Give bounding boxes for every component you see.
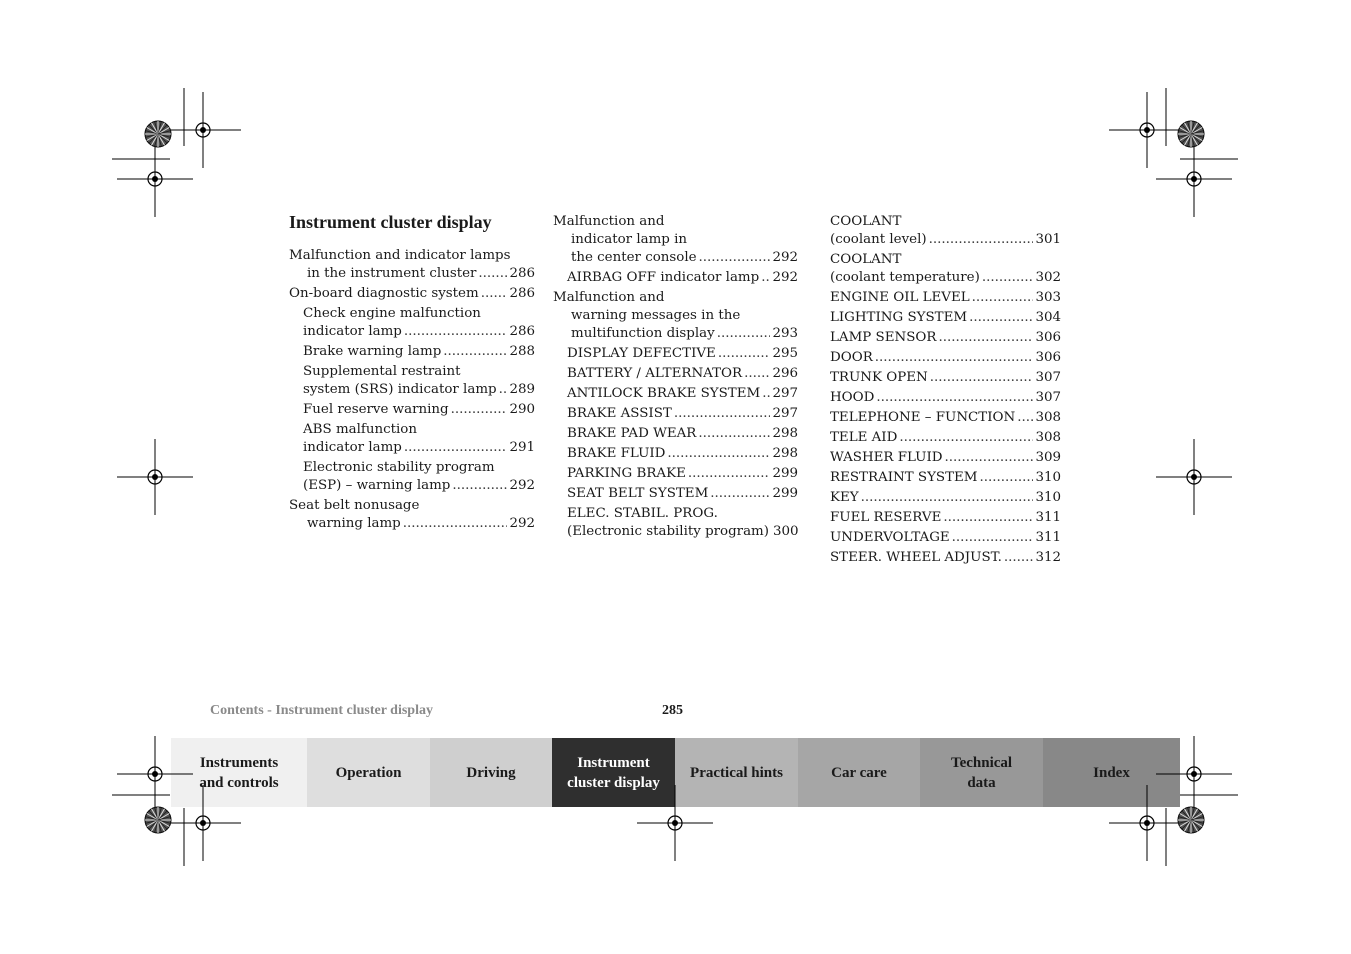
index-entry-leader[interactable] xyxy=(289,343,535,361)
index-entry-label: system (SRS) indicator lamp xyxy=(303,382,497,397)
dot-leader xyxy=(980,469,1034,487)
index-entry-label: BRAKE PAD WEAR xyxy=(567,426,697,441)
index-entry xyxy=(830,329,1061,347)
index-entry xyxy=(830,529,1061,547)
index-entry-leader[interactable] xyxy=(553,445,798,463)
dot-leader xyxy=(481,285,508,303)
index-entry-leader[interactable] xyxy=(553,325,798,343)
index-entry-leader[interactable] xyxy=(830,349,1061,367)
registration-target-icon xyxy=(1156,141,1232,217)
tab-label: Practical hints xyxy=(690,764,783,781)
tab-car-care[interactable] xyxy=(798,738,920,807)
tab-label: Operation xyxy=(335,764,402,781)
index-entry-label: WASHER FLUID xyxy=(830,450,943,465)
index-entry xyxy=(289,285,535,303)
dot-leader xyxy=(952,529,1034,547)
index-page-number: 291 xyxy=(509,440,535,455)
index-entry-text: indicator lamp in xyxy=(571,232,688,247)
dot-leader xyxy=(698,425,770,443)
index-entry-label: STEER. WHEEL ADJUST. xyxy=(830,550,1002,565)
index-entry-label: the center console xyxy=(571,250,697,265)
index-entry-leader[interactable] xyxy=(289,515,535,533)
index-entry xyxy=(830,309,1061,327)
index-entry-leader[interactable] xyxy=(830,429,1061,447)
tab-label: Instrument cluster display xyxy=(567,754,660,791)
dot-leader xyxy=(1017,409,1033,427)
index-column-1 xyxy=(289,247,535,535)
starburst-mark-icon xyxy=(145,807,171,833)
index-page-number: 301 xyxy=(1035,232,1061,247)
index-entry-label: HOOD xyxy=(830,390,875,405)
index-entry-label: (coolant level) xyxy=(830,232,927,247)
dot-leader xyxy=(972,289,1034,307)
dot-leader xyxy=(938,329,1033,347)
index-entry-label: ENGINE OIL LEVEL xyxy=(830,290,970,305)
dot-leader xyxy=(929,231,1034,249)
tab-index[interactable] xyxy=(1043,738,1180,807)
tab-driving[interactable] xyxy=(430,738,552,807)
index-page-number: 288 xyxy=(509,344,535,359)
dot-leader xyxy=(688,465,771,483)
registration-target-icon xyxy=(1109,92,1185,168)
index-entry-text: Malfunction and xyxy=(553,214,665,229)
index-page-number: 310 xyxy=(1035,470,1061,485)
dot-leader xyxy=(969,309,1033,327)
tab-instrument-cluster[interactable] xyxy=(552,738,675,807)
index-page-number: 307 xyxy=(1035,370,1061,385)
index-entry-leader[interactable] xyxy=(553,345,798,363)
index-page-number: 292 xyxy=(509,478,535,493)
registration-target-icon xyxy=(165,92,241,168)
index-entry-leader[interactable] xyxy=(289,381,535,399)
index-entry-label: in the instrument cluster xyxy=(307,266,477,281)
index-entry-label: (Electronic stability program) xyxy=(567,524,769,539)
index-entry xyxy=(553,425,798,443)
index-entry-leader[interactable] xyxy=(553,365,798,383)
index-entry-label: UNDERVOLTAGE xyxy=(830,530,950,545)
page-number: 285 xyxy=(662,703,683,718)
index-entry-text: Seat belt nonusage xyxy=(289,498,420,513)
index-entry-leader[interactable] xyxy=(289,439,535,457)
index-page-number: 307 xyxy=(1035,390,1061,405)
index-entry xyxy=(830,369,1061,387)
index-entry-label: BATTERY / ALTERNATOR xyxy=(567,366,743,381)
dot-leader xyxy=(699,249,771,267)
index-entry xyxy=(830,389,1061,407)
index-entry-leader[interactable] xyxy=(830,329,1061,347)
index-entry-label: TELE AID xyxy=(830,430,898,445)
index-entry-leader[interactable] xyxy=(830,449,1061,467)
index-entry xyxy=(553,485,798,503)
tab-technical-data[interactable] xyxy=(920,738,1043,807)
dot-leader xyxy=(478,265,507,283)
index-entry-label: LAMP SENSOR xyxy=(830,330,937,345)
starburst-mark-icon xyxy=(145,121,171,147)
index-page-number: 297 xyxy=(772,406,798,421)
index-page-number: 298 xyxy=(772,446,798,461)
dot-leader xyxy=(718,345,771,363)
index-entry-leader[interactable] xyxy=(830,409,1061,427)
index-entry-label: (ESP) – warning lamp xyxy=(303,478,451,493)
index-entry-label: ANTILOCK BRAKE SYSTEM xyxy=(567,386,761,401)
index-entry xyxy=(830,409,1061,427)
footer-section-label: Contents - Instrument cluster display xyxy=(210,703,433,718)
index-page-number: 308 xyxy=(1035,430,1061,445)
index-entry xyxy=(830,489,1061,507)
index-entry-text: warning messages in the xyxy=(571,308,741,323)
index-page-number: 312 xyxy=(1035,550,1061,565)
index-column-2 xyxy=(553,213,798,543)
dot-leader xyxy=(674,405,771,423)
index-entry-leader[interactable] xyxy=(553,269,798,287)
index-page-number: 293 xyxy=(772,326,798,341)
index-page-number: 311 xyxy=(1035,510,1061,525)
index-page-number: 299 xyxy=(772,486,798,501)
index-entry-leader[interactable] xyxy=(289,265,535,283)
index-entry-leader[interactable] xyxy=(553,405,798,423)
chapter-tab-bar xyxy=(171,738,1180,807)
index-page-number: 289 xyxy=(509,382,535,397)
index-entry-text: Malfunction and indicator lamps xyxy=(289,248,511,263)
index-page-number: 290 xyxy=(509,402,535,417)
index-entry-leader[interactable] xyxy=(830,489,1061,507)
index-entry-label: DOOR xyxy=(830,350,873,365)
dot-leader xyxy=(452,477,507,495)
index-entry xyxy=(553,445,798,463)
index-entry xyxy=(289,305,535,341)
dot-leader xyxy=(443,343,507,361)
index-entry-label: DISPLAY DEFECTIVE xyxy=(567,346,716,361)
index-entry-leader[interactable] xyxy=(830,289,1061,307)
index-entry-text: ABS malfunction xyxy=(303,422,417,437)
index-entry-leader[interactable] xyxy=(289,323,535,341)
index-entry-label: RESTRAINT SYSTEM xyxy=(830,470,978,485)
index-entry xyxy=(553,269,798,287)
index-page-number: 292 xyxy=(772,250,798,265)
index-entry-label: BRAKE FLUID xyxy=(567,446,666,461)
dot-leader xyxy=(451,401,508,419)
index-entry xyxy=(289,247,535,283)
dot-leader xyxy=(930,369,1034,387)
index-entry-leader[interactable] xyxy=(830,469,1061,487)
index-entry-leader[interactable] xyxy=(830,369,1061,387)
index-entry-label: FUEL RESERVE xyxy=(830,510,942,525)
index-entry-leader[interactable] xyxy=(830,389,1061,407)
index-entry-label: KEY xyxy=(830,490,859,505)
index-page-number: 286 xyxy=(509,266,535,281)
index-entry-label: LIGHTING SYSTEM xyxy=(830,310,968,325)
index-entry-leader[interactable] xyxy=(830,509,1061,527)
dot-leader xyxy=(667,445,770,463)
index-entry xyxy=(553,385,798,403)
index-entry-text: Check engine malfunction xyxy=(303,306,481,321)
index-page-number: 306 xyxy=(1035,350,1061,365)
index-entry-label: Brake warning lamp xyxy=(303,344,442,359)
index-entry-leader[interactable] xyxy=(553,425,798,443)
index-entry xyxy=(553,289,798,343)
index-entry xyxy=(830,429,1061,447)
index-entry-leader[interactable] xyxy=(289,401,535,419)
tab-instruments[interactable] xyxy=(171,738,307,807)
index-entry xyxy=(289,421,535,457)
index-entry xyxy=(553,345,798,363)
registration-target-icon xyxy=(117,439,193,515)
index-entry-label: multifunction display xyxy=(571,326,715,341)
index-entry-text: COOLANT xyxy=(830,252,902,267)
dot-leader xyxy=(710,485,770,503)
index-entry-label: AIRBAG OFF indicator lamp xyxy=(567,270,760,285)
index-entry-label: On-board diagnostic system xyxy=(289,286,479,301)
registration-target-icon xyxy=(1156,439,1232,515)
dot-leader xyxy=(404,439,508,457)
index-page-number: 300 xyxy=(772,524,799,539)
index-page-number: 303 xyxy=(1035,290,1061,305)
index-entry xyxy=(289,459,535,495)
index-entry xyxy=(830,509,1061,527)
index-page-number: 297 xyxy=(772,386,798,401)
tab-practical-hints[interactable] xyxy=(675,738,798,807)
dot-leader xyxy=(761,269,770,287)
index-page-number: 311 xyxy=(1035,530,1061,545)
index-entry-text: COOLANT xyxy=(830,214,902,229)
tab-operation[interactable] xyxy=(307,738,430,807)
index-page-number: 302 xyxy=(1035,270,1061,285)
index-entry-label: TELEPHONE – FUNCTION xyxy=(830,410,1016,425)
index-page-number: 308 xyxy=(1035,410,1061,425)
dot-leader xyxy=(744,365,770,383)
tab-label: Technical data xyxy=(950,754,1013,791)
index-page-number: 310 xyxy=(1035,490,1061,505)
index-entry-leader[interactable] xyxy=(553,485,798,503)
index-entry-leader[interactable] xyxy=(830,309,1061,327)
index-entry-label: warning lamp xyxy=(307,516,401,531)
dot-leader xyxy=(899,429,1033,447)
index-entry-text: Malfunction and xyxy=(553,290,665,305)
index-entry-leader[interactable] xyxy=(553,465,798,483)
dot-leader xyxy=(861,489,1034,507)
index-page-number: 286 xyxy=(509,286,535,301)
dot-leader xyxy=(943,509,1033,527)
index-entry xyxy=(830,213,1061,249)
index-entry-label: indicator lamp xyxy=(303,440,402,455)
index-entry-label: (coolant temperature) xyxy=(830,270,980,285)
index-entry xyxy=(553,505,798,541)
tab-label: Instruments and controls xyxy=(199,754,279,791)
index-entry xyxy=(289,497,535,533)
index-page-number: 292 xyxy=(509,516,535,531)
index-entry-leader[interactable] xyxy=(553,249,798,267)
index-entry xyxy=(830,289,1061,307)
index-entry xyxy=(553,465,798,483)
tab-label: Index xyxy=(1093,764,1130,781)
index-entry-leader[interactable] xyxy=(289,477,535,495)
index-entry-label: TRUNK OPEN xyxy=(830,370,928,385)
registration-target-icon xyxy=(117,141,193,217)
dot-leader xyxy=(945,449,1034,467)
index-entry xyxy=(289,343,535,361)
index-entry-leader[interactable] xyxy=(830,269,1061,287)
index-entry-text: ELEC. STABIL. PROG. xyxy=(567,506,718,521)
tab-label: Car care xyxy=(831,764,887,781)
index-entry-label: SEAT BELT SYSTEM xyxy=(567,486,709,501)
index-page-number: 306 xyxy=(1035,330,1061,345)
index-entry xyxy=(553,405,798,423)
dot-leader xyxy=(876,389,1033,407)
dot-leader xyxy=(403,515,508,533)
index-column-3 xyxy=(830,213,1061,569)
index-entry-text: Electronic stability program xyxy=(303,460,495,475)
tab-label: Driving xyxy=(466,764,516,781)
dot-leader xyxy=(717,325,771,343)
starburst-mark-icon xyxy=(1178,807,1204,833)
index-entry xyxy=(830,469,1061,487)
dot-leader xyxy=(1004,549,1034,567)
index-entry-leader[interactable] xyxy=(553,385,798,403)
index-entry xyxy=(553,213,798,267)
index-entry-leader[interactable] xyxy=(830,549,1061,567)
index-entry-label: BRAKE ASSIST xyxy=(567,406,672,421)
index-entry xyxy=(830,349,1061,367)
index-entry xyxy=(289,363,535,399)
dot-leader xyxy=(762,385,770,403)
index-page-number: 298 xyxy=(772,426,798,441)
dot-leader xyxy=(875,349,1034,367)
dot-leader xyxy=(982,269,1034,287)
index-entry xyxy=(553,365,798,383)
index-page-number: 309 xyxy=(1035,450,1061,465)
index-entry xyxy=(830,251,1061,287)
index-page-number: 299 xyxy=(772,466,798,481)
index-entry xyxy=(830,449,1061,467)
index-entry-label: Fuel reserve warning xyxy=(303,402,449,417)
dot-leader xyxy=(499,381,508,399)
index-entry xyxy=(830,549,1061,567)
index-entry-label: PARKING BRAKE xyxy=(567,466,686,481)
page-title: Instrument cluster display xyxy=(289,212,492,232)
index-entry-leader[interactable] xyxy=(830,231,1061,249)
index-page-number: 304 xyxy=(1035,310,1061,325)
index-page-number: 286 xyxy=(509,324,535,339)
index-entry-leader[interactable] xyxy=(289,285,535,303)
starburst-mark-icon xyxy=(1178,121,1204,147)
dot-leader xyxy=(404,323,508,341)
index-entry xyxy=(289,401,535,419)
index-entry-leader[interactable] xyxy=(553,523,798,541)
index-entry-leader[interactable] xyxy=(830,529,1061,547)
index-page-number: 295 xyxy=(772,346,798,361)
index-page-number: 292 xyxy=(772,270,798,285)
index-page-number: 296 xyxy=(772,366,798,381)
index-entry-text: Supplemental restraint xyxy=(303,364,461,379)
index-entry-label: indicator lamp xyxy=(303,324,402,339)
